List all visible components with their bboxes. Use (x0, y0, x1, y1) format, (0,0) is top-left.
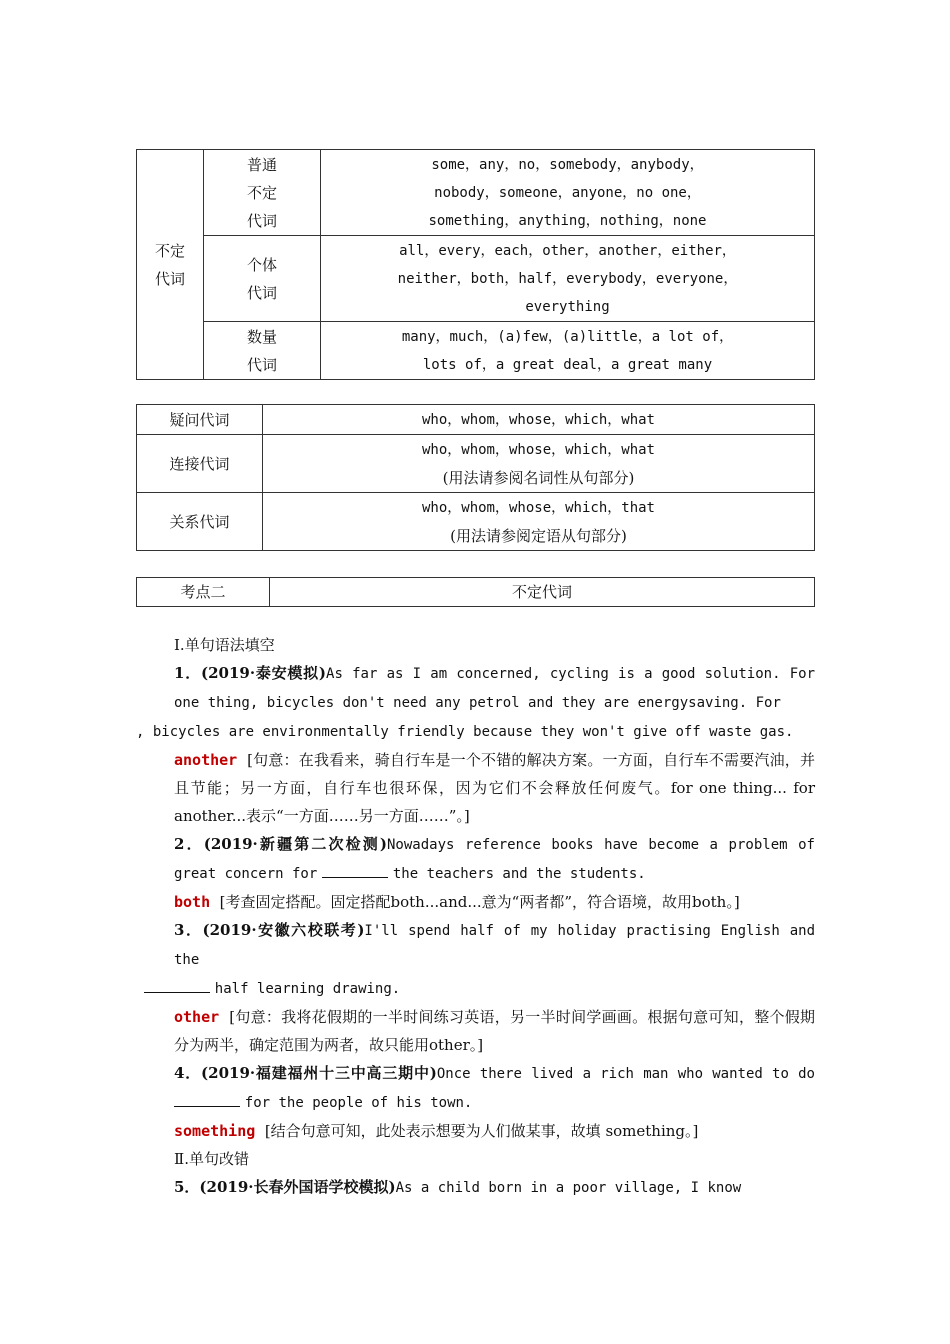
row-label-common: 普通 不定 代词 (204, 150, 321, 236)
row-label-interrogative: 疑问代词 (137, 405, 263, 435)
row-content-common: some，any，no，somebody，anybody， nobody，someone，anyone，no one， something，anything，nothing，none (321, 150, 815, 236)
answer-2: both [考查固定搭配。固定搭配both...and...意为“两者都”，符合语境，故用both。] (174, 893, 740, 911)
answer-4: something [结合句意可知，此处表示想要为人们做某事，故填 something。] (174, 1122, 699, 1140)
answer-1: another [句意：在我看来，骑自行车是一个不错的解决方案。一方面，自行车不需要汽油，并且节能；另一方面，自行车也很环保，因为它们不会释放任何废气。for one thing... for another...表示“一方面……另一方面……”。] (174, 751, 815, 825)
question-2: 2．(2019·新疆第二次检测)Nowadays reference books have become a problem of great concern for the teachers and the students. (174, 835, 815, 882)
row-label-relative: 关系代词 (137, 493, 263, 551)
section-heading-correction: Ⅱ.单句改错 (174, 1150, 249, 1168)
question-5: 5．(2019·长春外国语学校模拟)As a child born in a poor village, I know (174, 1178, 742, 1196)
answer-blank[interactable] (322, 863, 388, 878)
answer-blank[interactable] (174, 1092, 240, 1107)
row-content-quantity: many，much，(a)few，(a)little，a lot of， lots of，a great deal，a great many (321, 322, 815, 380)
answer-3: other [句意：我将花假期的一半时间练习英语，另一半时间学画画。根据句意可知，整个假期分为两半，确定范围为两者，故只能用other。] (174, 1008, 815, 1054)
question-1: 1．(2019·泰安模拟)As far as I am concerned, cycling is a good solution. For one thing, bicycles don't need any petrol and they are energysaving. For (174, 664, 815, 711)
answer-blank[interactable] (144, 978, 210, 993)
exercise-content: Ⅰ.单句语法填空 1．(2019·泰安模拟)As far as I am concerned, cycling is a good solution. For one thing, bicycles don't need any petrol and they are energysaving. For , bicycles are environmentally friendly because they won't give off waste gas. another [句意：在我看来，骑自行车是一个不错的解决方案。一方面，自行车不需要汽油，并且节能；另一方面，自行车也很环保，因为它们不会释放任何废气。for one thing... for another...表示“一方面……另一方面……”。] 2．(2019·新疆第二次检测)Nowadays reference books have become a problem of great concern for the teachers and the students. both [考查固定搭配。固定搭配both...and...意为“两者都”，符合语境，故用both。] 3．(2019·安徽六校联考)I'll spend half of my holiday practising English and the half learning drawing. other [句意：我将花假期的一半时间练习英语，另一半时间学画画。根据句意可知，整个假期分为两半，确定范围为两者，故只能用other。] 4．(2019·福建福州十三中高三期中)Once there lived a rich man who wanted to do for the people of his town. something [结合句意可知，此处表示想要为人们做某事，故填 something。] Ⅱ.单句改错 5．(2019·长春外国语学校模拟)As a child born in a poor village, I know (136, 631, 815, 1202)
pronoun-table-indefinite (136, 149, 815, 380)
pronoun-table-other (136, 404, 815, 551)
section-heading-fill: Ⅰ.单句语法填空 (174, 636, 275, 654)
row-content-individual: all，every，each，other，another，either， neither，both，half，everybody，everyone， everything (321, 236, 815, 322)
row-label-connective: 连接代词 (137, 435, 263, 493)
topic-header-table (136, 577, 815, 607)
topic-title: 不定代词 (270, 578, 815, 607)
question-3: 3．(2019·安徽六校联考)I'll spend half of my holiday practising English and the (174, 921, 815, 968)
indefinite-pronoun-label: 不定 代词 (137, 150, 204, 380)
row-content-connective: who，whom，whose，which，what (用法请参阅名词性从句部分) (263, 435, 815, 493)
question-4: 4．(2019·福建福州十三中高三期中)Once there lived a rich man who wanted to do for the people of his town. (174, 1064, 815, 1111)
row-label-individual: 个体 代词 (204, 236, 321, 322)
row-content-interrogative: who，whom，whose，which，what (263, 405, 815, 435)
row-label-quantity: 数量 代词 (204, 322, 321, 380)
row-content-relative: who，whom，whose，which，that (用法请参阅定语从句部分) (263, 493, 815, 551)
topic-label: 考点二 (137, 578, 270, 607)
question-1-continued: , bicycles are environmentally friendly because they won't give off waste gas. (136, 724, 794, 740)
